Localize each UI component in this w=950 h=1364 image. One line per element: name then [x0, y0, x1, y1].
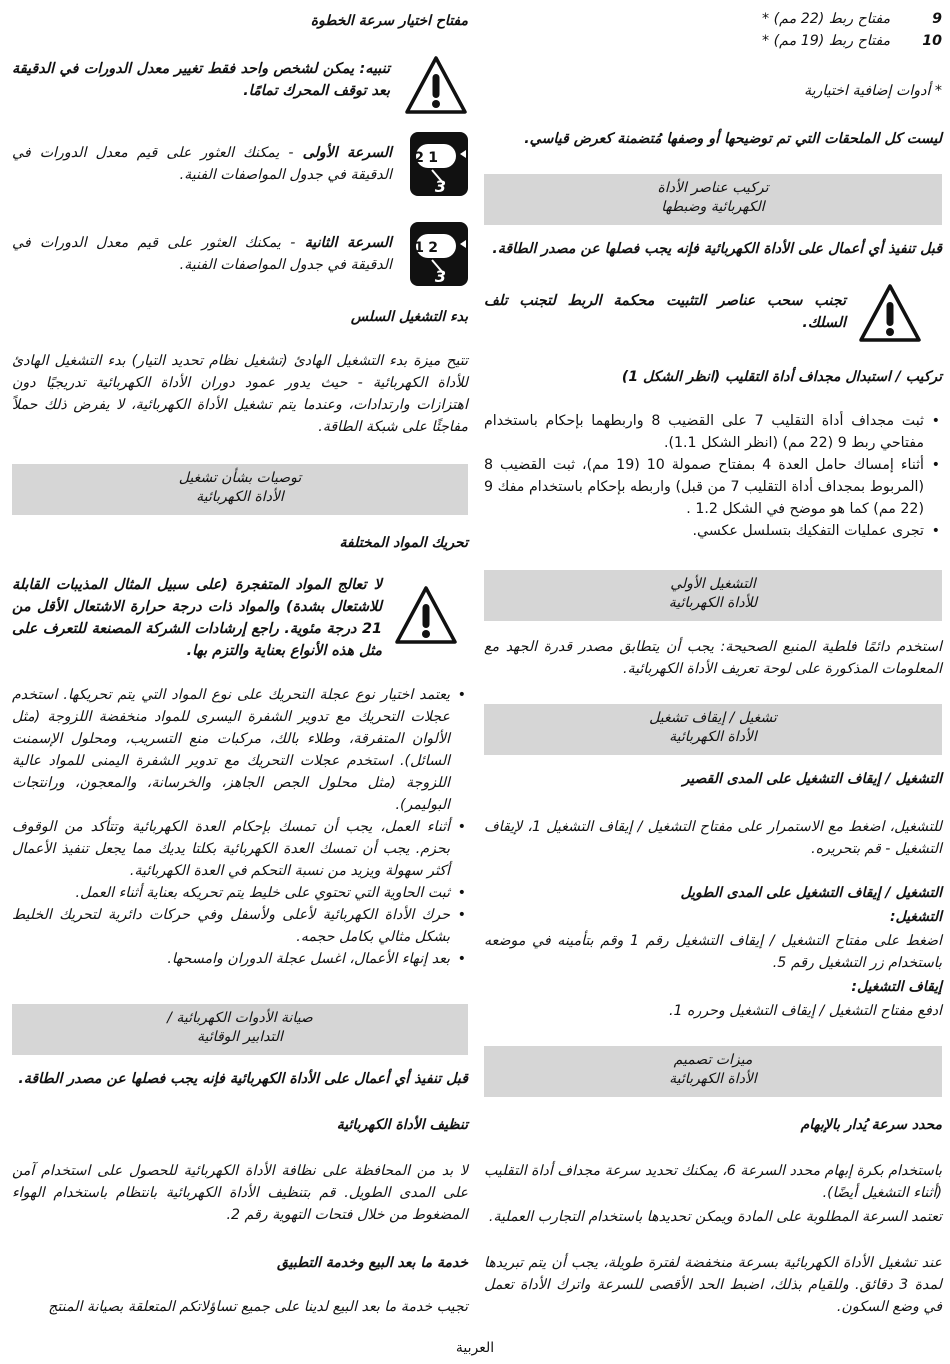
- band-line: الأداة الكهربائية: [669, 729, 757, 745]
- band-line: التشغيل الأولي: [670, 576, 756, 592]
- list-item: • أثناء العمل، يجب أن تمسك بإحكام العدة الكهربائية وتتأكد من الوقوف بحزم. يجب أن تمسك العدة الكهربائية بكلتا يديك مما يجعل تنفيذ الأعمال أكثر سهولة ويزيد من نسبة التحكم في العدة الكهربائية.: [12, 816, 450, 882]
- list-item: • حرك الأداة الكهربائية لأعلى ولأسفل وفي حركات دائرية لتحريك الخليط بشكل مثالي بكامل حجمه.: [12, 904, 450, 948]
- maintenance-warning: قبل تنفيذ أي أعمال على الأداة الكهربائية فإنه يجب فصلها عن مصدر الطاقة.: [18, 1071, 468, 1087]
- part-number: 9: [932, 11, 942, 27]
- svg-text:2: 2: [428, 240, 438, 256]
- on-label: التشغيل:: [889, 909, 942, 925]
- mixing-title: تحريك المواد المختلفة: [339, 535, 468, 551]
- warning-triangle-icon: [404, 54, 468, 118]
- speed-2-text: [12, 232, 392, 276]
- off-text: ادفع مفتاح التشغيل / إيقاف التشغيل وحرره 1.: [668, 1003, 942, 1019]
- first-start-text: استخدم دائمًا فلطية المنبع الصحيحة: يجب أن يتطابق مصدر قدرة الجهد مع المعلومات المذكورة على لوحة تعريف الأداة الكهربائية.: [484, 639, 942, 677]
- svg-text:3: 3: [434, 267, 446, 286]
- speed-2-label: السرعة الثانية: [304, 235, 393, 251]
- service-text: تجيب خدمة ما بعد البيع لدينا على جميع تساؤلاتكم المتعلقة بصيانة المنتج: [48, 1299, 468, 1315]
- band-line: تشغيل / إيقاف تشغيل: [649, 710, 777, 726]
- gear-warning: [12, 54, 468, 120]
- speed-1-icon: [410, 132, 468, 196]
- svg-text:2: 2: [414, 150, 424, 166]
- part-row: [762, 30, 942, 52]
- band-line: التدابير الوقائية: [197, 1029, 283, 1045]
- warning-triangle-icon: [858, 282, 922, 346]
- section-band-on-off: [484, 704, 942, 755]
- band-line: صيانة الأدوات الكهربائية /: [167, 1010, 313, 1026]
- thumb-text-3: عند تشغيل الأداة الكهربائية بسرعة منخفضة لفترة طويلة، يجب أن يتم تبريدها لمدة 3 دقائق. وللقيام بذلك، اضبط الحد الأقصى للسرعة واترك الأداة تعمل في وضع السكون.: [484, 1255, 942, 1315]
- cleaning-text: لا بد من المحافظة على نظافة الأداة الكهربائية للحصول على استخدام آمن على المدى الطويل. قم بتنظيف الأداة الكهربائية بانتظام باستخدام الهواء المضغوط من خلال فتحات التهوية رقم 2.: [12, 1163, 468, 1223]
- band-line: ميزات تصميم: [673, 1052, 753, 1068]
- part-label: مفتاح ربط (22 مم) *: [762, 11, 891, 27]
- short-term-title: التشغيل / إيقاف التشغيل على المدى القصير: [682, 771, 942, 787]
- speed-2-desc: - يمكنك العثور على قيم معدل الدورات في الدقيقة في جدول المواصفات الفنية.: [12, 235, 392, 273]
- on-text: اضغط على مفتاح التشغيل / إيقاف التشغيل رقم 1 وقم بتأمينه في موضعه باستخدام زر التشغيل رقم 5.: [484, 933, 942, 971]
- list-item: • ثبت مجداف أداة التقليب 7 على القضيب 8 واربطهما بإحكام باستخدام مفتاحي ربط 9 (22 مم) (انظر الشكل 1.1).: [484, 410, 924, 454]
- list-item: • تجرى عمليات التفكيك بتسلسل عكسي.: [484, 520, 924, 542]
- band-line: الأداة الكهربائية: [196, 489, 284, 505]
- optional-note: * أدوات إضافية اختيارية: [803, 83, 942, 99]
- band-line: الكهربائية وضبطها: [661, 199, 765, 215]
- mixing-steps: [12, 684, 468, 970]
- page-language-footer: العربية: [455, 1340, 495, 1356]
- mixing-warning: [12, 574, 468, 670]
- part-label: مفتاح ربط (19 مم) *: [762, 33, 891, 49]
- thumb-text-1: باستخدام بكرة إبهام محدد السرعة 6، يمكنك تحديد سرعة مجداف أداة التقليب (أثناء التشغيل أيضًا).: [484, 1163, 942, 1201]
- section-band-maintenance: [12, 1004, 468, 1055]
- tighten-warning-text: تجنب سحب عناصر التثبيت محكمة الربط لتجنب تلف السلك.: [484, 293, 846, 331]
- section-band-assembly: [484, 174, 942, 225]
- not-included-note: ليست كل الملحقات التي تم توضيحها أو وصفها مُتضمنة كعرض قياسي.: [524, 131, 942, 147]
- section-band-recommendations: [12, 464, 468, 515]
- speed-2-icon: [410, 222, 468, 286]
- short-term-text: للتشغيل، اضغط مع الاستمرار على مفتاح التشغيل / إيقاف التشغيل 1، لإيقاف التشغيل - قم بتحريره.: [484, 819, 942, 857]
- band-line: توصيات بشأن تشغيل: [178, 470, 302, 486]
- speed-1-label: السرعة الأولى: [302, 145, 392, 161]
- gear-title: مفتاح اختيار سرعة الخطوة: [310, 13, 468, 29]
- soft-start-text: تتيح ميزة بدء التشغيل الهادئ (تشغيل نظام تحديد التيار) بدء التشغيل الهادئ للأداة الكهربائية - حيث يدور عمود دوران الأداة الكهربائية تدريجيًا دون اهتزازات وارتدادات، وعندما يتم تشغيل الأداة الكهربائية، لا يفرض ذلك حملاً مفاجئًا على شبكة الطاقة.: [12, 353, 468, 435]
- svg-text:1: 1: [428, 150, 438, 166]
- svg-text:1: 1: [414, 240, 424, 256]
- band-line: الأداة الكهربائية: [669, 1071, 757, 1087]
- shaft-steps: [484, 410, 942, 542]
- thumb-title: محدد سرعة يُدار بالإبهام: [800, 1117, 942, 1133]
- section-band-design: [484, 1046, 942, 1097]
- part-number: 10: [922, 33, 942, 49]
- svg-text:3: 3: [434, 177, 446, 196]
- band-line: تركيب عناصر الأداة: [657, 180, 769, 196]
- speed-1-text: [12, 142, 392, 186]
- warning-triangle-icon: [394, 584, 458, 648]
- parts-list: [484, 8, 942, 52]
- list-item: • أثناء إمساك حامل العدة 4 بمفتاح صمولة 10 (19 مم)، ثبت القضيب 8 (المربوط بمجداف أداة التقليب 7 من قبل) واربطه بإحكام باستخدام مفك 9 (22 مم) كما هو موضح في الشكل 1.2 .: [484, 454, 924, 520]
- soft-start-title: بدء التشغيل السلس: [350, 309, 468, 325]
- section-band-first-start: [484, 570, 942, 621]
- tighten-warning: [484, 282, 942, 346]
- part-row: [762, 8, 942, 30]
- long-term-title: التشغيل / إيقاف التشغيل على المدى الطويل: [680, 885, 942, 901]
- list-item: • بعد إنهاء الأعمال، اغسل عجلة الدوران وامسحها.: [12, 948, 450, 970]
- mixing-warning-text: لا تعالج المواد المتفجرة (على سبيل المثال المذيبات القابلة للاشتعال بشدة) والمواد ذات درجة حرارة الاشتعال الأقل من 21 درجة مئوية. راجع إرشادات الشركة المصنعة للتعرف على مثل هذه الأنواع بعناية والتزم بها.: [12, 577, 382, 659]
- off-label: إيقاف التشغيل:: [851, 979, 942, 995]
- gear-warning-text: تنبيه: يمكن لشخص واحد فقط تغيير معدل الدورات في الدقيقة بعد توقف المحرك تمامًا.: [12, 61, 390, 99]
- list-item: • ثبت الحاوية التي تحتوي على خليط يتم تحريكه بعناية أثناء العمل.: [12, 882, 450, 904]
- thumb-text-2: تعتمد السرعة المطلوبة على المادة ويمكن تحديدها باستخدام التجارب العملية.: [488, 1209, 942, 1225]
- speed-2-row: [12, 222, 468, 288]
- assembly-warning: قبل تنفيذ أي أعمال على الأداة الكهربائية فإنه يجب فصلها عن مصدر الطاقة.: [492, 241, 942, 257]
- speed-1-row: [12, 132, 468, 198]
- speed-1-desc: - يمكنك العثور على قيم معدل الدورات في الدقيقة في جدول المواصفات الفنية.: [12, 145, 392, 183]
- cleaning-title: تنظيف الأداة الكهربائية: [336, 1117, 468, 1133]
- list-item: • يعتمد اختيار نوع عجلة التحريك على نوع المواد التي يتم تحريكها. استخدم عجلات التحريك مع تدوير الشفرة اليسرى للمواد منخفضة اللزوجة (مثل الألوان المتفرقة، وطلاء بالك، مركبات منع التسريب، ومحلول الإسمنت السائل). استخدم عجلات التحريك مع تدوير الشفرة اليمنى للمواد عالية اللزوجة (مثل محلول الجص الجاهز، والخرسانة، والمعجون، ورانتجات البوليمر).: [12, 684, 450, 816]
- service-title: خدمة ما بعد البيع وخدمة التطبيق: [277, 1255, 468, 1271]
- band-line: للأداة الكهربائية: [668, 595, 758, 611]
- shaft-title: تركيب / استبدال مجداف أداة التقليب (انظر الشكل 1): [621, 369, 942, 385]
